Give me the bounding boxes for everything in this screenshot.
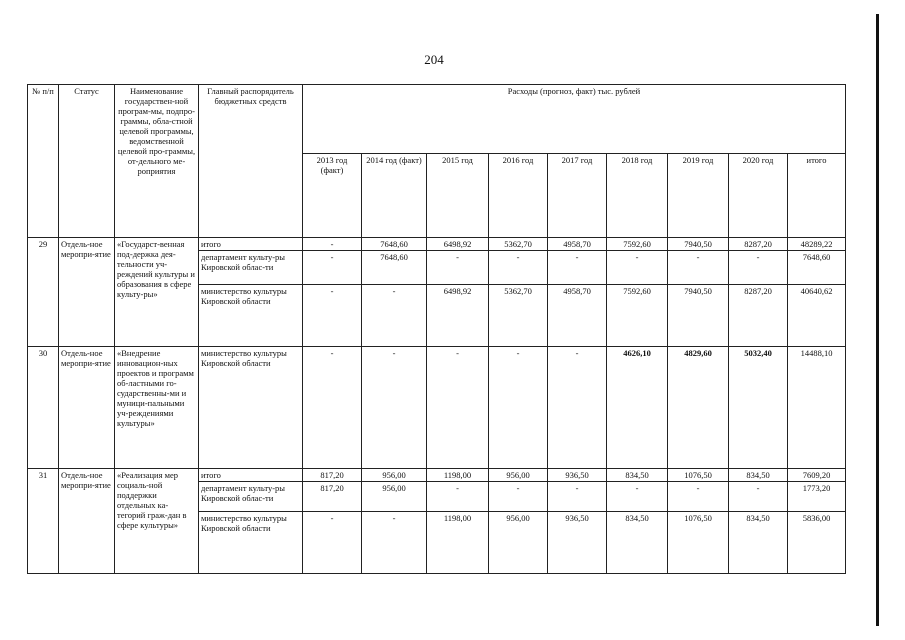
cell-value: 834,50 (729, 469, 788, 482)
cell-value: 5362,70 (489, 285, 548, 347)
cell-value: 956,00 (489, 512, 548, 574)
cell-value: - (668, 482, 729, 512)
cell-value: 1076,50 (668, 469, 729, 482)
row-name: «Государст-венная под-держка дея-тельности уч-реждений культуры и образования в сфере культу-ры» (115, 238, 199, 347)
cell-total: 5836,00 (788, 512, 846, 574)
cell-value: 956,00 (489, 469, 548, 482)
cell-value: - (607, 251, 668, 285)
header-num: № п/п (28, 85, 59, 238)
table-row (28, 347, 846, 469)
row-status: Отдель-ное меропри-ятие (59, 347, 115, 469)
cell-total: 7648,60 (788, 251, 846, 285)
cell-value: - (362, 285, 427, 347)
cell-value: - (607, 482, 668, 512)
cell-value: - (303, 285, 362, 347)
cell-value: 936,50 (548, 512, 607, 574)
cell-value: 936,50 (548, 469, 607, 482)
header-status: Статус (59, 85, 115, 238)
cell-value: - (729, 482, 788, 512)
row-manager: итого (199, 238, 303, 251)
row-manager: итого (199, 469, 303, 482)
cell-value: - (303, 512, 362, 574)
header-row (28, 85, 846, 154)
header-name: Наименование государствен-ной програм-мы, подпро-граммы, обла-стной целевой программы, ведомственной целевой про-граммы, от-дельного ме-роприятия (115, 85, 199, 238)
row-num: 31 (28, 469, 59, 574)
row-manager: департамент культу-ры Кировской облас-ти (199, 482, 303, 512)
cell-value: - (303, 347, 362, 469)
cell-value: - (668, 251, 729, 285)
cell-value: 8287,20 (729, 285, 788, 347)
header-year: 2016 год (489, 154, 548, 238)
cell-value: 7940,50 (668, 285, 729, 347)
cell-value: 8287,20 (729, 238, 788, 251)
row-status: Отдель-ное меропри-ятие (59, 238, 115, 347)
cell-value: 5362,70 (489, 238, 548, 251)
row-num: 30 (28, 347, 59, 469)
cell-total: 7609,20 (788, 469, 846, 482)
header-year: 2019 год (668, 154, 729, 238)
cell-value: 4958,70 (548, 285, 607, 347)
cell-value: - (427, 482, 489, 512)
cell-value: 7940,50 (668, 238, 729, 251)
margin-rule (876, 14, 879, 626)
cell-value: 834,50 (729, 512, 788, 574)
row-name: «Реализация мер социаль-ной поддержки отдельных ка-тегорий граж-дан в сфере культуры» (115, 469, 199, 574)
header-manager: Главный распорядитель бюджетных средств (199, 85, 303, 238)
row-manager: департамент культу-ры Кировской облас-ти (199, 251, 303, 285)
header-year: 2018 год (607, 154, 668, 238)
cell-value: 4626,10 (607, 347, 668, 469)
cell-value: 1076,50 (668, 512, 729, 574)
cell-value: - (548, 482, 607, 512)
header-year: 2014 год (факт) (362, 154, 427, 238)
cell-value: 7592,60 (607, 285, 668, 347)
cell-value: 834,50 (607, 512, 668, 574)
cell-value: - (548, 251, 607, 285)
row-name: «Внедрение инновацион-ных проектов и программ об-ластными го-сударственны-ми и муници-пальными уч-реждениями культуры» (115, 347, 199, 469)
header-year: 2020 год (729, 154, 788, 238)
cell-total: 14488,10 (788, 347, 846, 469)
cell-value: 6498,92 (427, 285, 489, 347)
table-row (28, 238, 846, 251)
cell-value: 817,20 (303, 469, 362, 482)
cell-value: 834,50 (607, 469, 668, 482)
cell-value: 7592,60 (607, 238, 668, 251)
cell-value: - (362, 347, 427, 469)
row-manager: министерство культуры Кировской области (199, 347, 303, 469)
cell-value: 1198,00 (427, 512, 489, 574)
cell-value: 6498,92 (427, 238, 489, 251)
cell-value: 1198,00 (427, 469, 489, 482)
header-expenses: Расходы (прогноз, факт) тыс. рублей (303, 85, 846, 154)
page-number: 204 (424, 52, 444, 67)
header-year: 2015 год (427, 154, 489, 238)
cell-value: 4958,70 (548, 238, 607, 251)
cell-value: - (303, 238, 362, 251)
header-year: 2013 год (факт) (303, 154, 362, 238)
row-manager: министерство культуры Кировской области (199, 285, 303, 347)
header-total: итого (788, 154, 846, 238)
cell-value: 7648,60 (362, 251, 427, 285)
cell-value: 7648,60 (362, 238, 427, 251)
cell-total: 1773,20 (788, 482, 846, 512)
cell-value: - (362, 512, 427, 574)
row-num: 29 (28, 238, 59, 347)
budget-table (27, 84, 846, 574)
cell-value: 956,00 (362, 482, 427, 512)
cell-value: - (548, 347, 607, 469)
cell-value: 956,00 (362, 469, 427, 482)
row-manager: министерство культуры Кировской области (199, 512, 303, 574)
cell-value: - (489, 347, 548, 469)
cell-value: - (729, 251, 788, 285)
cell-value: - (427, 251, 489, 285)
cell-total: 40640,62 (788, 285, 846, 347)
cell-total: 48289,22 (788, 238, 846, 251)
cell-value: - (489, 251, 548, 285)
cell-value: - (489, 482, 548, 512)
row-status: Отдель-ное меропри-ятие (59, 469, 115, 574)
cell-value: - (303, 251, 362, 285)
cell-value: - (427, 347, 489, 469)
cell-value: 817,20 (303, 482, 362, 512)
cell-value: 5032,40 (729, 347, 788, 469)
header-year: 2017 год (548, 154, 607, 238)
cell-value: 4829,60 (668, 347, 729, 469)
table-row (28, 469, 846, 482)
